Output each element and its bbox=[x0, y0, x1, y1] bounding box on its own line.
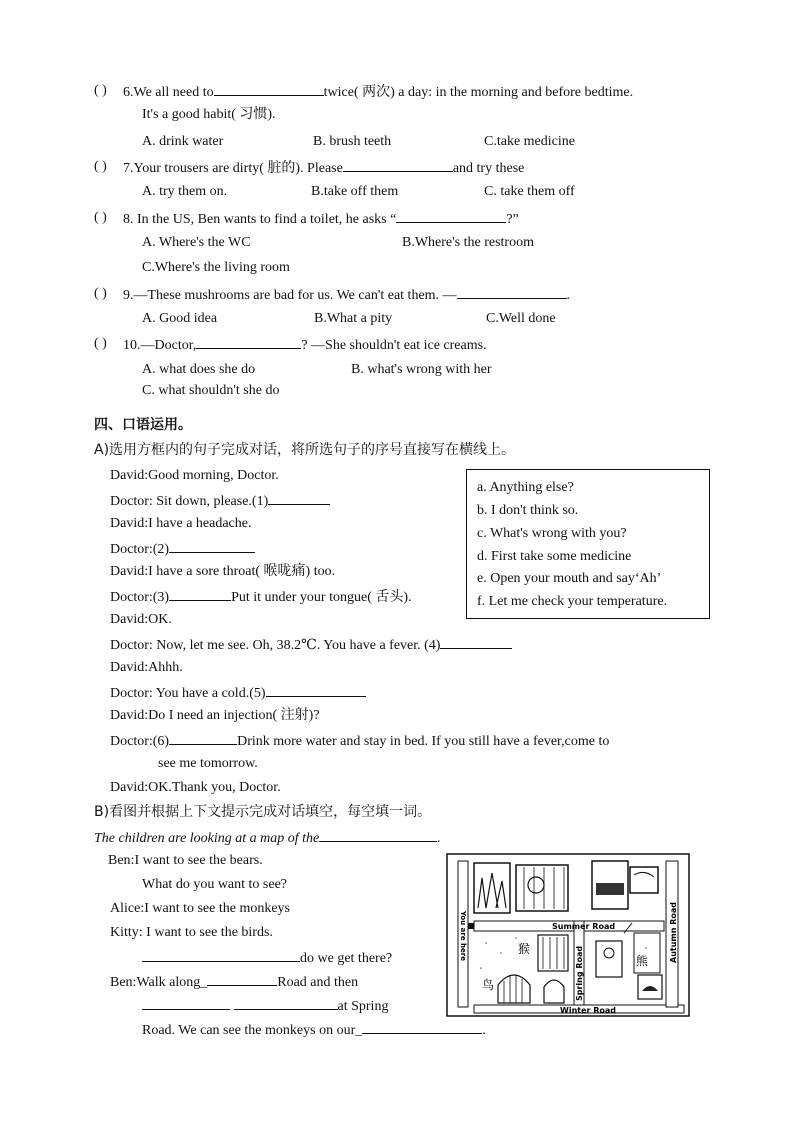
q7-stem-b: and try these bbox=[452, 161, 525, 176]
you-are-here-marker bbox=[468, 923, 474, 929]
q8-option-a: A. Where's the WC bbox=[142, 235, 251, 250]
q6-paren: ( ) bbox=[94, 83, 107, 98]
q6-blank[interactable] bbox=[214, 83, 324, 96]
dialogue-line-10 bbox=[110, 684, 366, 702]
partB-line-7 bbox=[142, 997, 388, 1015]
spring-road-label: Spring Road bbox=[575, 945, 584, 1001]
bear-label: 熊 bbox=[636, 954, 649, 968]
dialogue-blank-1[interactable] bbox=[268, 492, 330, 505]
section4-title: 四、口语运用。 bbox=[94, 417, 192, 433]
zoo-map bbox=[446, 853, 690, 1017]
partB-line-5 bbox=[142, 949, 392, 967]
partB-line-2: What do you want to see? bbox=[142, 877, 288, 892]
q10-stem-a: 10.—Doctor, bbox=[123, 338, 197, 353]
q10-option-a: A. what does she do bbox=[142, 362, 256, 377]
dialogue-line-10-text: Doctor: You have a cold.(5) bbox=[110, 686, 266, 701]
option-e: e. Open your mouth and say‘Ah’ bbox=[477, 571, 662, 586]
q10-blank[interactable] bbox=[196, 336, 301, 349]
dialogue-line-4-text: Doctor:(2) bbox=[110, 542, 170, 557]
q7-blank[interactable] bbox=[343, 159, 453, 172]
partA-instruction: A)选用方框内的句子完成对话，将所选句子的序号直接写在横线上。 bbox=[94, 442, 516, 458]
q7-paren: ( ) bbox=[94, 159, 107, 174]
dialogue-line-12-text: Doctor:(6) bbox=[110, 734, 170, 749]
q6-option-a: A. drink water bbox=[142, 134, 224, 149]
q9-option-b: B.What a pity bbox=[314, 311, 393, 326]
q8-stem bbox=[123, 210, 519, 228]
partB-line-6-tail: Road and then bbox=[277, 975, 359, 990]
zebra-icon bbox=[596, 883, 624, 895]
q9-paren: ( ) bbox=[94, 286, 107, 301]
partB-line-5-text: do we get there? bbox=[300, 951, 393, 966]
bird-label: 鸟 bbox=[482, 978, 495, 992]
partB-blank-5[interactable] bbox=[362, 1021, 482, 1034]
partB-line-3: Alice:I want to see the monkeys bbox=[110, 901, 291, 916]
monkey-label: 猴 bbox=[518, 942, 531, 956]
option-a: a. Anything else? bbox=[477, 480, 574, 495]
q10-stem-b: ? —She shouldn't eat ice creams. bbox=[301, 338, 487, 353]
tree-enclosure bbox=[474, 863, 510, 913]
dialogue-line-2 bbox=[110, 492, 330, 510]
box-enclosure bbox=[630, 867, 658, 893]
partB-line-8-tail: . bbox=[482, 1023, 486, 1038]
q8-option-b: B.Where's the restroom bbox=[402, 235, 534, 250]
dialogue-line-13: see me tomorrow. bbox=[158, 756, 258, 771]
dialogue-line-9: David:Ahhh. bbox=[110, 660, 183, 675]
dialogue-line-6 bbox=[110, 588, 412, 606]
option-f: f. Let me check your temperature. bbox=[477, 594, 668, 609]
partB-line-8 bbox=[142, 1021, 486, 1039]
q6-stem-line2: It's a good habit( 习惯). bbox=[142, 107, 276, 122]
q9-blank[interactable] bbox=[457, 286, 567, 299]
dialogue-line-5: David:I have a sore throat( 喉咙痛) too. bbox=[110, 564, 336, 579]
dialogue-line-6-tail: Put it under your tongue( 舌头). bbox=[231, 590, 412, 605]
partB-line-4: Kitty: I want to see the birds. bbox=[110, 925, 273, 940]
q7-option-b: B.take off them bbox=[311, 184, 399, 199]
q8-option-c: C.Where's the living room bbox=[142, 260, 290, 275]
dialogue-blank-3[interactable] bbox=[169, 588, 231, 601]
dialogue-line-2-text: Doctor: Sit down, please.(1) bbox=[110, 494, 269, 509]
q6-stem bbox=[123, 83, 633, 101]
dialogue-line-3: David:I have a headache. bbox=[110, 516, 252, 531]
partB-line-1: Ben:I want to see the bears. bbox=[108, 853, 263, 868]
summer-road-label: Summer Road bbox=[552, 922, 616, 931]
partB-blank-1[interactable] bbox=[142, 949, 300, 962]
q8-blank[interactable] bbox=[396, 210, 506, 223]
q9-stem-a: 9.—These mushrooms are bad for us. We can't eat them. — bbox=[123, 288, 457, 303]
bird-cage bbox=[498, 975, 530, 1003]
monkey-cage bbox=[538, 935, 568, 971]
q8-paren: ( ) bbox=[94, 210, 107, 225]
autumn-road-label: Autumn Road bbox=[669, 901, 678, 963]
dialogue-line-8-text: Doctor: Now, let me see. Oh, 38.2℃. You have a fever. (4) bbox=[110, 638, 441, 653]
option-b: b. I don't think so. bbox=[477, 503, 579, 518]
q10-stem bbox=[123, 336, 487, 354]
q7-option-a: A. try them on. bbox=[142, 184, 228, 199]
dialogue-blank-4[interactable] bbox=[440, 636, 512, 649]
partB-line-6 bbox=[110, 973, 358, 991]
q9-option-c: C.Well done bbox=[486, 311, 556, 326]
q6-option-b: B. brush teeth bbox=[313, 134, 392, 149]
partB-intro: The children are looking at a map of the . bbox=[94, 831, 441, 846]
q10-paren: ( ) bbox=[94, 336, 107, 351]
q7-stem bbox=[123, 159, 524, 177]
partB-line-6-text: Ben:Walk along_ bbox=[110, 975, 208, 990]
partB-blank-intro[interactable] bbox=[319, 829, 437, 842]
q8-stem-b: ?” bbox=[506, 212, 519, 227]
q9-stem bbox=[123, 286, 570, 304]
partB-line-8-text: Road. We can see the monkeys on our_ bbox=[142, 1023, 363, 1038]
q6-stem-b: twice( 两次) a day: in the morning and before bedtime. bbox=[323, 85, 634, 100]
partB-blank-3[interactable] bbox=[142, 997, 230, 1010]
q6-option-c: C.take medicine bbox=[484, 134, 575, 149]
dialogue-blank-6[interactable] bbox=[169, 732, 237, 745]
q10-option-c: C. what shouldn't she do bbox=[142, 383, 280, 398]
partB-intro-text: The children are looking at a map of the bbox=[94, 831, 320, 846]
dialogue-line-1: David:Good morning, Doctor. bbox=[110, 468, 279, 483]
dialogue-line-6-text: Doctor:(3) bbox=[110, 590, 170, 605]
option-c: c. What's wrong with you? bbox=[477, 526, 627, 541]
bear-tower bbox=[596, 941, 622, 977]
q7-option-c: C. take them off bbox=[484, 184, 575, 199]
dialogue-line-4 bbox=[110, 540, 255, 558]
dialogue-blank-5[interactable] bbox=[266, 684, 366, 697]
q8-stem-a: 8. In the US, Ben wants to find a toilet, he asks “ bbox=[123, 212, 397, 227]
bird-cage-2 bbox=[544, 980, 564, 1003]
dialogue-line-7: David:OK. bbox=[110, 612, 172, 627]
q9-option-a: A. Good idea bbox=[142, 311, 218, 326]
partB-blank-2[interactable] bbox=[207, 973, 277, 986]
partB-blank-4[interactable] bbox=[234, 997, 338, 1010]
dialogue-line-11: David:Do I need an injection( 注射)? bbox=[110, 708, 320, 723]
option-d: d. First take some medicine bbox=[477, 549, 632, 564]
dialogue-line-14: David:OK.Thank you, Doctor. bbox=[110, 780, 281, 795]
winter-road-label: Winter Road bbox=[560, 1006, 617, 1015]
dialogue-line-12-tail: Drink more water and stay in bed. If you still have a fever,come to bbox=[237, 734, 610, 749]
q7-stem-a: 7.Your trousers are dirty( 脏的). Please bbox=[123, 161, 343, 176]
dialogue-blank-2[interactable] bbox=[169, 540, 255, 553]
dialogue-line-8 bbox=[110, 636, 512, 654]
zoo-map-svg bbox=[446, 853, 690, 1017]
dialogue-line-12 bbox=[110, 732, 609, 750]
you-are-here-label: You are here bbox=[459, 911, 467, 961]
q6-stem-a: 6.We all need to bbox=[123, 85, 214, 100]
options-box bbox=[466, 469, 710, 619]
q10-option-b: B. what's wrong with her bbox=[351, 362, 492, 377]
q9-stem-b: . bbox=[566, 288, 571, 303]
partB-line-7-text: at Spring bbox=[337, 999, 389, 1014]
partB-instruction: B)看图并根据上下文提示完成对话填空，每空填一词。 bbox=[94, 804, 432, 820]
